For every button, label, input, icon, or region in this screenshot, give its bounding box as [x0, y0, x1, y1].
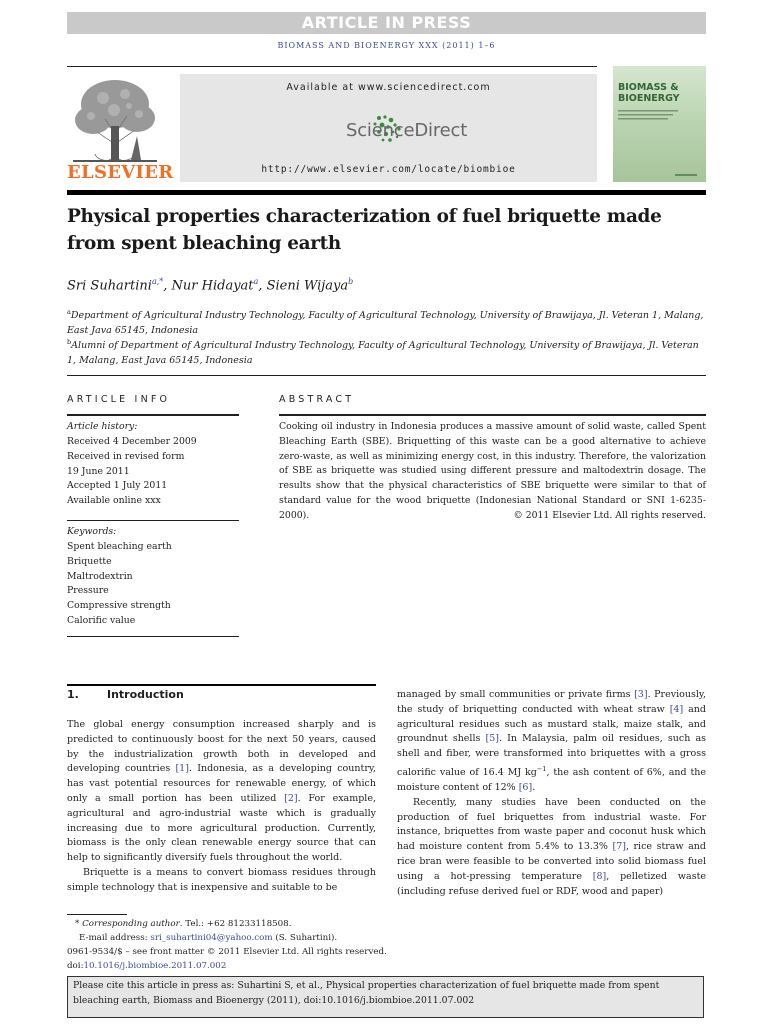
keywords-top-rule	[67, 520, 239, 521]
keyword-item: Pressure	[67, 585, 109, 597]
footnote-rule	[67, 914, 127, 915]
journal-cover-subtitle-lines	[618, 110, 690, 130]
keywords-label: Keywords:	[67, 526, 117, 537]
citation-link[interactable]: [5]	[485, 733, 499, 745]
citation-link[interactable]: [2]	[284, 792, 298, 804]
email-label: E-mail address:	[79, 933, 151, 943]
author-list	[67, 277, 353, 293]
author-name: Sieni Wijaya	[266, 278, 349, 294]
citation-link[interactable]: [4]	[669, 703, 684, 715]
text-run: .	[532, 781, 536, 793]
journal-cover-title: BIOMASS & BIOENERGY	[618, 82, 680, 104]
title-top-rule	[67, 190, 706, 195]
keyword-item: Compressive strength	[67, 600, 171, 612]
author-separator: ,	[258, 278, 267, 294]
sciencedirect-wordmark: ScienceDirect	[346, 120, 468, 141]
unit-exponent: −1	[536, 764, 547, 773]
corresponding-label: Corresponding author	[82, 919, 180, 929]
history-item: Received 4 December 2009	[67, 436, 197, 447]
intro-left-column	[67, 718, 376, 896]
keyword-item: Briquette	[67, 555, 112, 567]
available-at-text: Available at www.sciencedirect.com	[286, 82, 491, 93]
author-name: Sri Suhartini	[67, 278, 152, 294]
text-run: and agricultural residues such as mustard stalk, maize stalk, and groundnut shells	[397, 703, 706, 745]
text-run: . Indonesia, as a developing country, has vast potential resources for renewable energy, of which only a small portion has been utilized	[67, 763, 376, 804]
info-top-rule	[67, 375, 706, 376]
author-affil-sup[interactable]: a	[253, 277, 259, 286]
author-affil-sup[interactable]: b	[348, 277, 354, 286]
footnote-corresponding	[67, 917, 706, 931]
affiliation-text: Alumni of Department of Agricultural Industry Technology, Faculty of Agricultural Technology, University of Brawijaya, Jl. Veteran 1, Malang, East Java 65145, Indonesia	[67, 340, 699, 367]
citation-link[interactable]: [7]	[612, 841, 626, 853]
abstract-text: Cooking oil industry in Indonesia produces a massive amount of solid waste, called Spent Bleaching Earth (SBE). Briquetting of this waste can be a good alternative to achieve zero-waste, as well as minimizing energy cost, in this industry. Therefore, the valorization of SBE as briquette was studied using different pressure and maltodextrin dosage. The results show that the physical characteristics of SBE briquette were similar to that of standard value for the wood briquette (Indonesian National Standard or SNI 1-6235-2000).	[279, 421, 706, 521]
citation-link[interactable]: [1]	[175, 763, 189, 775]
running-head: BIOMASS AND BIOENERGY XXX (2011) 1–6	[277, 41, 496, 50]
history-item: Received in revised form	[67, 450, 185, 462]
keyword-item: Calorific value	[67, 614, 136, 626]
history-list	[67, 435, 239, 509]
text-run: , pelletized waste (including refuse derived fuel or RDF, wood and paper)	[397, 870, 707, 897]
text-run: The global energy consumption increased sharply and is predicted to continuously boost for the next 50 years, caused by the industrialization growth both in developed and developing countries	[67, 719, 376, 775]
section-number: 1.	[67, 688, 79, 701]
keyword-item: Maltrodextrin	[67, 570, 133, 582]
text-run: , the ash content of 6%, and the moisture content of 12%	[397, 767, 706, 793]
author-affil-sup[interactable]: a,*	[151, 277, 164, 286]
journal-cover-publisher-mark	[675, 172, 700, 178]
text-run: . Previously, the study of briquetting conducted with wheat straw	[397, 689, 706, 715]
footnote-marker: *	[75, 919, 80, 929]
abstract-heading: ABSTRACT	[279, 394, 355, 405]
section-title: Introduction	[107, 688, 184, 701]
intro-rule	[67, 684, 376, 686]
doi-line	[67, 959, 706, 973]
keywords-list	[67, 540, 239, 629]
history-item: Accepted 1 July 2011	[67, 480, 168, 492]
journal-url[interactable]: http://www.elsevier.com/locate/biombioe	[261, 164, 516, 175]
header-divider	[67, 66, 597, 67]
paragraph	[397, 796, 706, 900]
affiliation-sup: a	[67, 308, 71, 316]
paragraph: Briquette is a means to convert biomass residues through simple technology that is inexpensive and suitable to be	[67, 866, 376, 893]
phone-text: . Tel.: +62 81233118508.	[179, 919, 292, 929]
text-run: managed by small communities or private firms	[397, 689, 635, 700]
history-item: Available online xxx	[67, 495, 161, 507]
article-in-press-banner: ARTICLE IN PRESS	[67, 12, 706, 34]
author-separator: ,	[163, 278, 172, 294]
article-info-heading: ARTICLE INFO	[67, 394, 171, 405]
text-run: , rice straw and rice bran were feasible to be converted into solid biomass fuel using a hot-pressing temperature	[397, 841, 706, 882]
affiliation-sup: b	[67, 338, 72, 346]
keyword-item: Spent bleaching earth	[67, 541, 172, 552]
doi-link[interactable]: 10.1016/j.biombioe.2011.07.002	[83, 961, 227, 971]
article-title: Physical properties characterization of fuel briquette made from spent bleaching earth	[67, 206, 662, 254]
text-run: Recently, many studies have been conducted on the production of fuel briquettes from industrial waste. For instance, briquettes from waste paper and coconut husk which had moisture content from 5.4% to 13.3%	[397, 796, 706, 853]
citation-text: Please cite this article in press as: Suhartini S, et al., Physical properties characterization of fuel briquette made from spent bleaching earth, Biomass and Bioenergy (2011), doi:10.1016/j.biombioe.2011.07.002	[73, 980, 660, 1006]
abstract-copyright: © 2011 Elsevier Ltd. All rights reserved.	[513, 510, 706, 521]
paragraph	[67, 718, 376, 866]
history-label: Article history:	[67, 421, 138, 432]
affiliation-text: Department of Agricultural Industry Technology, Faculty of Agricultural Technology, University of Brawijaya, Jl. Veteran 1, Malang, East Java 65145, Indonesia	[67, 310, 704, 337]
citation-link[interactable]: [6]	[518, 781, 533, 793]
citation-link[interactable]: [8]	[592, 870, 607, 882]
email-owner: (S. Suhartini).	[272, 933, 338, 943]
issn-line: 0961-9534/$ – see front matter © 2011 Elsevier Ltd. All rights reserved.	[67, 947, 387, 957]
text-run: . In Malaysia, palm oil residues, such as shell and fiber, were transformed into briquettes with a gross calorific value of 16.4 MJ kg	[397, 733, 706, 779]
citation-link[interactable]: [3]	[634, 689, 648, 700]
footnote-email	[67, 931, 706, 945]
history-item: 19 June 2011	[67, 465, 130, 477]
text-run: . For example, agricultural and agro-industrial waste which is gradually increasing due to more agricultural production. Currently, biomass is the only clean renewable energy source that can help to significantly diversify fuels throughout the world.	[67, 792, 376, 864]
affiliation-b	[67, 335, 706, 368]
doi-label: doi:	[67, 961, 84, 971]
intro-right-column	[397, 688, 706, 899]
footnotes	[67, 917, 706, 973]
article-info-rule	[67, 414, 239, 416]
paragraph	[397, 688, 706, 796]
abstract-rule	[279, 414, 706, 416]
affiliation-a	[67, 305, 706, 338]
elsevier-wordmark: ELSEVIER	[67, 162, 174, 183]
article-info-bottom-rule	[67, 636, 239, 637]
email-link[interactable]: sri_suhartini04@yahoo.com	[150, 933, 273, 943]
author-name: Nur Hidayat	[171, 278, 254, 294]
